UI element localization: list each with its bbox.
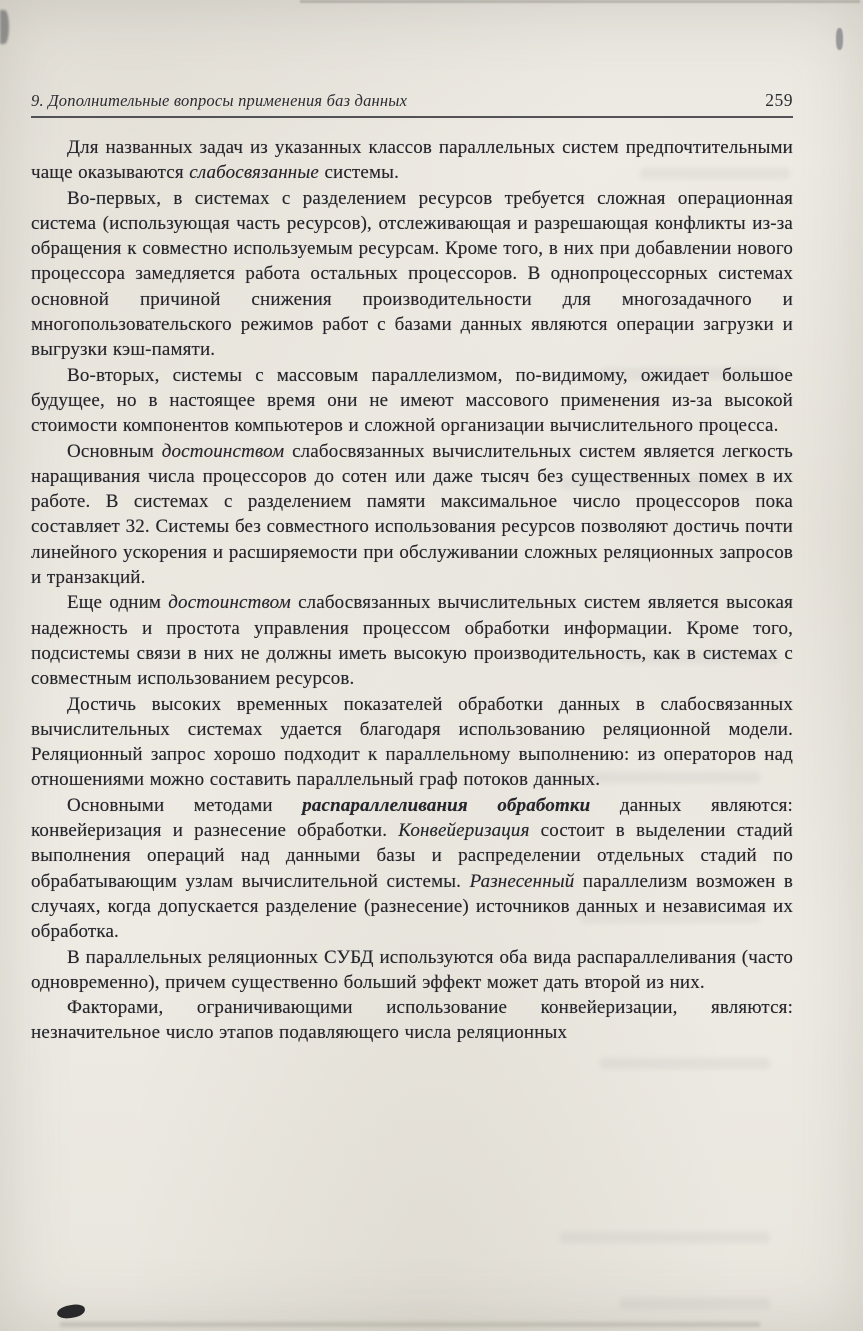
paragraph [31,186,793,363]
page-number: 259 [765,90,793,110]
paragraph [31,995,793,1046]
paragraph [31,135,793,186]
text-segment: Разнесенный [469,870,575,892]
bleedthrough-smudge [560,1232,770,1243]
text-segment: достоинством [168,592,291,614]
scan-artifact-top-right [836,28,843,50]
text-segment: распараллеливания обработки [302,794,591,816]
text-segment: слабосвязанные [189,162,319,184]
text-segment: Основным [67,440,162,462]
text-segment: данных являются: конвейеризация и разнесение обработки. [31,794,793,842]
scan-artifact-top-left [0,10,9,44]
running-header [31,90,793,118]
running-header-title: 9. Дополнительные вопросы применения баз данных [31,91,408,110]
paragraph [31,439,793,591]
paragraph [31,793,793,945]
bleedthrough-smudge [600,1058,770,1069]
text-segment: Для названных задач из указанных классов параллельных систем предпочтительными чаще оказываются [31,137,793,184]
text-segment: достоинством [161,440,285,462]
text-segment: В параллельных реляционных СУБД используются оба вида распараллеливания (часто одновременно), причем существенно больший эффект может дать второй из них. [31,946,793,993]
text-segment: Достичь высоких временных показателей обработки данных в слабосвязанных вычислительных системах удается благодаря использованию реляционной модели. Реляционный запрос хорошо подходит к параллельному выполнению: из операторов над отношениями можно составить параллельный граф потоков данных. [31,693,793,791]
text-segment: состоит в выделении стадий выполнения операций над данными базы и распределении отдельных стадий по обрабатывающим узлам вычислительной системы. [31,820,793,892]
paragraph [31,363,793,439]
page-body [31,135,793,1046]
text-segment: параллелизм возможен в случаях, когда допускается разделение (разнесение) источников данных и независимая их обработка. [31,870,793,943]
text-segment: Конвейеризация [398,820,530,842]
text-segment: слабосвязанных вычислительных систем является легкость наращивания числа процессоров до сотен или даже тысяч без существенных помех в их работе. В системах с разделением памяти максимальное число процессоров пока составляет 32. Системы без совместного использования ресурсов позволяют достичь почти линейного ускорения и расширяемости при обслуживании сложных реляционных запросов и транзакций. [31,440,793,589]
scan-artifact-top-edge [300,0,860,3]
paragraph [31,590,793,691]
paragraph [31,692,793,793]
paragraph [31,945,793,996]
text-segment: Во-вторых, системы с массовым параллелизмом, по-видимому, ожидает большое будущее, но в настоящее время они не имеют массового применения из-за высокой стоимости компонентов компьютеров и сложной организации вычислительного процесса. [31,364,793,437]
text-segment: Основными методами [67,794,303,816]
text-segment: слабосвязанных вычислительных систем является высокая надежность и простота управления процессом обработки информации. Кроме того, подсистемы связи в них не должны иметь высокую производительность, как в системах с совместным использованием ресурсов. [31,592,793,690]
bleedthrough-smudge [620,1298,770,1309]
scan-artifact-bottom-edge [60,1322,760,1327]
text-segment: Факторами, ограничивающими использование конвейеризации, являются: незначительное число этапов подавляющего числа реляционных [31,997,793,1044]
text-segment: системы. [318,162,399,184]
text-segment: Во-первых, в системах с разделением ресурсов требуется сложная операционная система (использующая часть ресурсов), отслеживающая и разрешающая конфликты из-за обращения к совместно используемым ресурсам. Кроме того, в них при добавлении нового процессора замедляется работа остальных процессоров. В однопроцессорных системах основной причиной снижения производительности для многозадачного и многопользовательского режимов работ с базами данных являются операции загрузки и выгрузки кэш-памяти. [31,187,793,361]
page-content [31,90,793,1046]
text-segment: Еще одним [67,592,169,614]
scan-artifact-ink-blot [56,1304,85,1320]
